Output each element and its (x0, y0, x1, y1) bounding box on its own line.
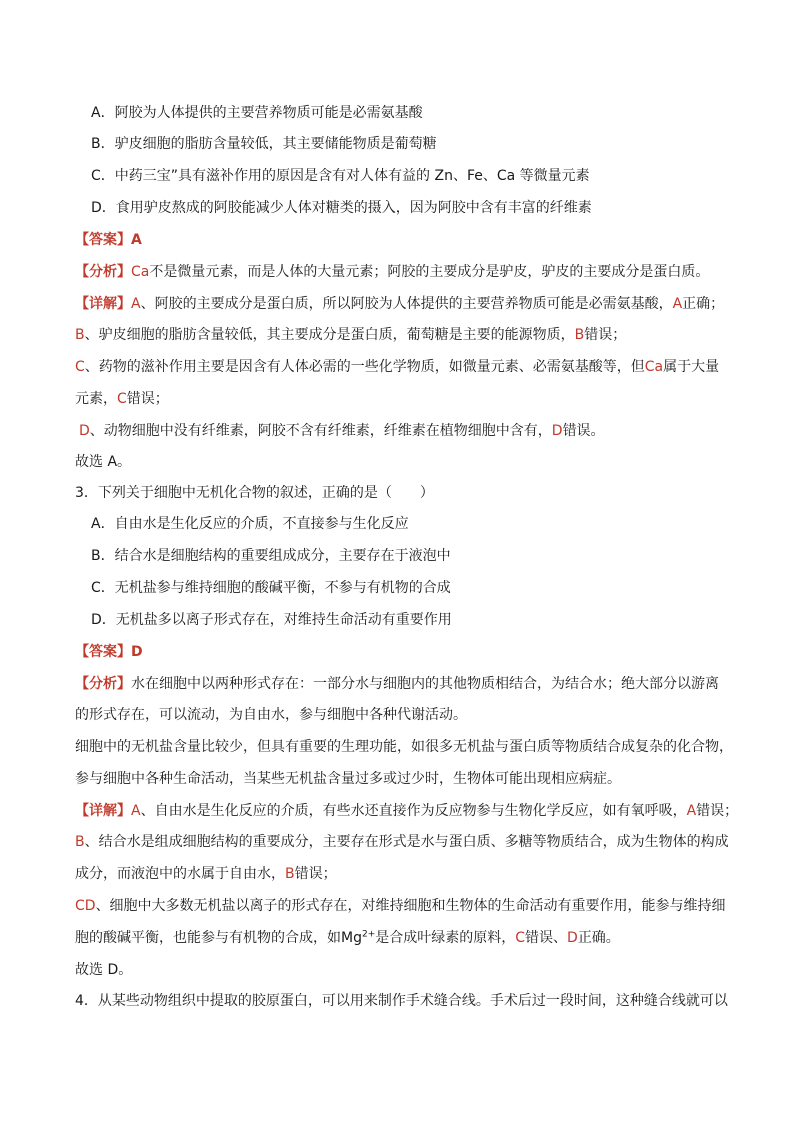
keyword: CD (75, 898, 96, 914)
detail-text: 、驴皮细胞的脂肪含量较低，其主要成分是蛋白质，葡萄糖是主要的能源物质， (84, 327, 575, 343)
keyword: C (75, 359, 85, 375)
q3-detail-b (75, 832, 730, 852)
keyword: A (686, 803, 697, 819)
detail-label: 【详解】 (75, 296, 131, 312)
q3-detail-b-cont (75, 864, 730, 884)
detail-text: 错误； (584, 327, 627, 343)
keyword: D (551, 423, 563, 439)
detail-text: 元素， (75, 391, 117, 407)
keyword: Ca (644, 359, 664, 375)
keyword: C (117, 391, 127, 407)
detail-text: 错误。 (562, 423, 605, 439)
q2-option-d: D．食用驴皮熬成的阿胶能减少人体对糖类的摄入，因为阿胶中含有丰富的纤维素 (91, 200, 592, 216)
q2-detail-d (79, 421, 734, 441)
analysis-label: 【分析】 (75, 264, 131, 280)
detail-text: 错误； (696, 803, 739, 819)
detail-label: 【详解】 (75, 803, 131, 819)
detail-text: 胞的酸碱平衡，也能参与有机物的合成，如 (75, 930, 341, 946)
keyword: D (79, 423, 90, 439)
detail-text: 错误； (294, 866, 337, 882)
q2-analysis (75, 262, 730, 282)
analysis-label: 【分析】 (75, 676, 131, 692)
q2-answer (75, 230, 730, 250)
detail-text: 、结合水是组成细胞结构的重要成分，主要存在形式是水与蛋白质、多糖等物质结合，成为生物体的构成 (84, 834, 729, 850)
q3-detail-a (75, 801, 739, 821)
ion-charge: 2+ (361, 929, 376, 940)
detail-text: 正确。 (577, 930, 620, 946)
q3-detail-cd (75, 896, 730, 916)
keyword: A (672, 296, 683, 312)
keyword: B (285, 866, 295, 882)
q3-detail-cd-cont (75, 928, 730, 948)
detail-text: 错误； (126, 391, 169, 407)
q4-stem: 4．从某些动物组织中提取的胶原蛋白，可以用来制作手术缝合线。手术后过一段时间，这种缝合线就可以 (75, 993, 728, 1009)
keyword: B (75, 327, 85, 343)
answer-label: 【答案】 (75, 644, 131, 660)
keyword: D (567, 930, 578, 946)
q3-answer (75, 642, 730, 662)
q3-option-d: D．无机盐多以离子形式存在，对维持生命活动有重要作用 (91, 612, 452, 628)
chem-symbol: Mg (341, 930, 362, 946)
q3-option-c: C．无机盐参与维持细胞的酸碱平衡，不参与有机物的合成 (91, 580, 451, 596)
q3-option-a: A．自由水是生化反应的介质，不直接参与生化反应 (91, 516, 409, 532)
q2-option-a: A．阿胶为人体提供的主要营养物质可能是必需氨基酸 (91, 105, 423, 121)
q3-analysis-line2: 的形式存在，可以流动，为自由水，参与细胞中各种代谢活动。 (75, 707, 467, 723)
q2-conclusion: 故选 A。 (75, 454, 132, 470)
detail-text: 成分，而液泡中的水属于自由水， (75, 866, 285, 882)
keyword: A (131, 803, 141, 819)
q3-option-b: B．结合水是细胞结构的重要组成成分，主要存在于液泡中 (91, 548, 451, 564)
keyword: B (574, 327, 585, 343)
detail-text: 是合成叶绿素的原料， (375, 930, 516, 946)
q2-option-b: B．驴皮细胞的脂肪含量较低，其主要储能物质是葡萄糖 (91, 136, 437, 152)
q3-analysis-line3: 细胞中的无机盐含量比较少，但具有重要的生理功能，如很多无机盐与蛋白质等物质结合成复杂的化合物， (75, 739, 733, 755)
detail-text: 、自由水是生化反应的介质，有些水还直接作为反应物参与生物化学反应，如有氧呼吸， (140, 803, 687, 819)
keyword: Ca (131, 264, 150, 280)
detail-text: 、药物的滋补作用主要是因含有人体必需的一些化学物质，如微量元素、必需氨基酸等，但 (84, 359, 645, 375)
keyword: A (131, 296, 141, 312)
keyword: C (515, 930, 526, 946)
q2-detail-c (75, 357, 730, 377)
detail-text: 、细胞中大多数无机盐以离子的形式存在，对维持细胞和生物体的生命活动有重要作用，能参与维持细 (95, 898, 726, 914)
keyword: B (75, 834, 85, 850)
answer-label: 【答案】 (75, 232, 131, 248)
q2-detail-a (75, 294, 730, 314)
q3-conclusion: 故选 D。 (75, 962, 133, 978)
detail-text: 、阿胶的主要成分是蛋白质，所以阿胶为人体提供的主要营养物质可能是必需氨基酸， (140, 296, 673, 312)
detail-text: 属于大量 (663, 359, 720, 375)
q3-analysis-line4: 参与细胞中各种生命活动，当某些无机盐含量过多或过少时，生物体可能出现相应病症。 (75, 771, 621, 787)
q2-detail-b (75, 325, 730, 345)
analysis-text: 水在细胞中以两种形式存在：一部分水与细胞内的其他物质相结合，为结合水；绝大部分以游离 (131, 676, 719, 692)
answer-value: A (131, 232, 142, 248)
detail-text: 、动物细胞中没有纤维素，阿胶不含有纤维素，纤维素在植物细胞中含有， (89, 423, 552, 439)
answer-value: D (131, 644, 143, 660)
detail-text: 错误、 (525, 930, 568, 946)
analysis-text: 不是微量元素，而是人体的大量元素；阿胶的主要成分是驴皮，驴皮的主要成分是蛋白质。 (149, 264, 710, 280)
q2-option-c: C．中药三宝”具有滋补作用的原因是含有对人体有益的 Zn、Fe、Ca 等微量元素 (91, 168, 590, 184)
q2-detail-c-cont (75, 389, 730, 409)
detail-text: 正确； (682, 296, 725, 312)
q3-stem: 3．下列关于细胞中无机化合物的叙述，正确的是（ ） (75, 485, 434, 501)
q3-analysis (75, 674, 730, 694)
